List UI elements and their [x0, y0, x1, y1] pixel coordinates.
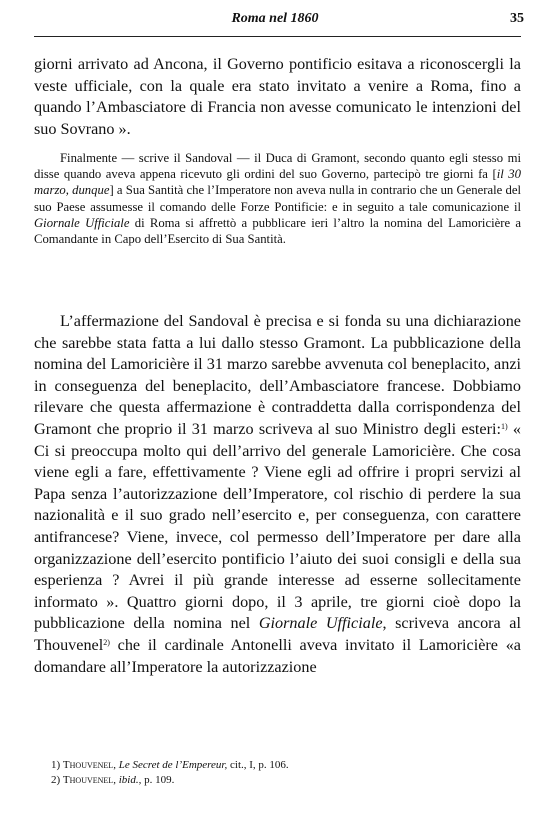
- footnote-2: [51, 773, 289, 788]
- quote-text-2: ] a Sua Santità che l’Imperatore non aveva nulla in contrario che un Generale del suo Paese assumesse il comando delle Forze Pontificie: e in seguito a tale comunicazione il: [34, 183, 522, 214]
- footnote-1-ref: cit., I, p. 106.: [230, 759, 289, 771]
- footnote-2-ref: p. 109.: [144, 774, 175, 786]
- footnote-1-title: Le Secret de l’Empereur,: [118, 759, 228, 771]
- block-quote: [34, 150, 521, 247]
- footnotes: [51, 758, 289, 788]
- footnote-2-title: ibid.,: [118, 774, 142, 786]
- page-header: [0, 11, 550, 31]
- footnote-ref-2: 2): [103, 637, 110, 647]
- running-title: Roma nel 1860: [231, 11, 319, 26]
- header-rule: [34, 36, 521, 37]
- footnote-1-author: Thouvenel,: [62, 759, 116, 771]
- paragraph-2: [34, 311, 521, 678]
- footnote-2-mark: 2): [51, 774, 61, 786]
- paragraph-1: [34, 54, 521, 140]
- paragraph-2-text-1: L’affermazione del Sandoval è precisa e si fonda su una dichiarazione che sarebbe stata fatta a lui dallo stesso Gramont. La pubblicazione della nomina del Lamoricière il 31 marzo sarebbe avvenuta col beneplacito, anzi in conseguenza del beneplacito, dell’Ambasciatore francese. Dobbiamo rilevare che questa affermazione è contraddetta dalla corrispondenza del Gramont che proprio il 31 marzo scriveva al suo Ministro degli esteri:: [34, 312, 521, 438]
- quote-italic-insert: il 30 marzo, dunque: [34, 167, 521, 198]
- footnote-1-mark: 1): [51, 759, 61, 771]
- paragraph-2-text-2: « Ci si preoccupa molto qui dell’arrivo del generale Lamoricière. Che cosa viene egli a fare, effettivamente ? Viene egli ad offrire i propri servizi al Papa senza l’autorizzazione dell’Imperatore, col rischio di perdere la sua nazionalità e il suo grado nell’esercito e, per conseguenza, con carattere antifrancese? Viene, invece, col permesso dell’Imperatore per dare alla organizzazione dell’esercito pontificio l’aiuto dei suoi consigli e della sua esperienza ? Avrei il più grande interesse ad esserne sollecitamente informato ». Quattro giorni dopo, il 3 aprile, tre giorni cioè dopo la pubblicazione della nomina nel: [34, 419, 521, 633]
- quote-newspaper-title: Giornale Ufficiale: [34, 215, 130, 230]
- paragraph-1-text: giorni arrivato ad Ancona, il Governo pontificio esitava a riconoscergli la veste ufficiale, con la quale era stato invitato a venire a Roma, fino a quando l’Ambasciatore di Francia non avesse comunicato le intenzioni del suo Sovrano ».: [34, 55, 521, 138]
- footnote-2-author: Thouvenel,: [62, 774, 116, 786]
- paragraph-2-text-4: che il cardinale Antonelli aveva invitato il Lamoricière «a domandare all’Imperatore la autorizzazione: [34, 635, 521, 676]
- quote-text-1: Finalmente — scrive il Sandoval — il Duca di Gramont, secondo quanto egli stesso mi disse quando aveva appena ricevuto gli ordini del suo Governo, partecipò tre giorni fa [: [34, 151, 521, 182]
- paragraph-2-text-3: , scriveva ancora al Thouvenel: [34, 614, 521, 654]
- footnote-1: [51, 758, 289, 773]
- paragraph-2-newspaper-title: Giornale Ufficiale: [258, 614, 383, 633]
- footnote-ref-1: 1): [500, 421, 508, 431]
- quote-text-3: di Roma si affrettò a pubblicare ieri l’altro la nomina del Lamoricière a Comandante in Capo dell’Esercito di Sua Santità.: [34, 215, 521, 247]
- page-number: 35: [510, 11, 524, 26]
